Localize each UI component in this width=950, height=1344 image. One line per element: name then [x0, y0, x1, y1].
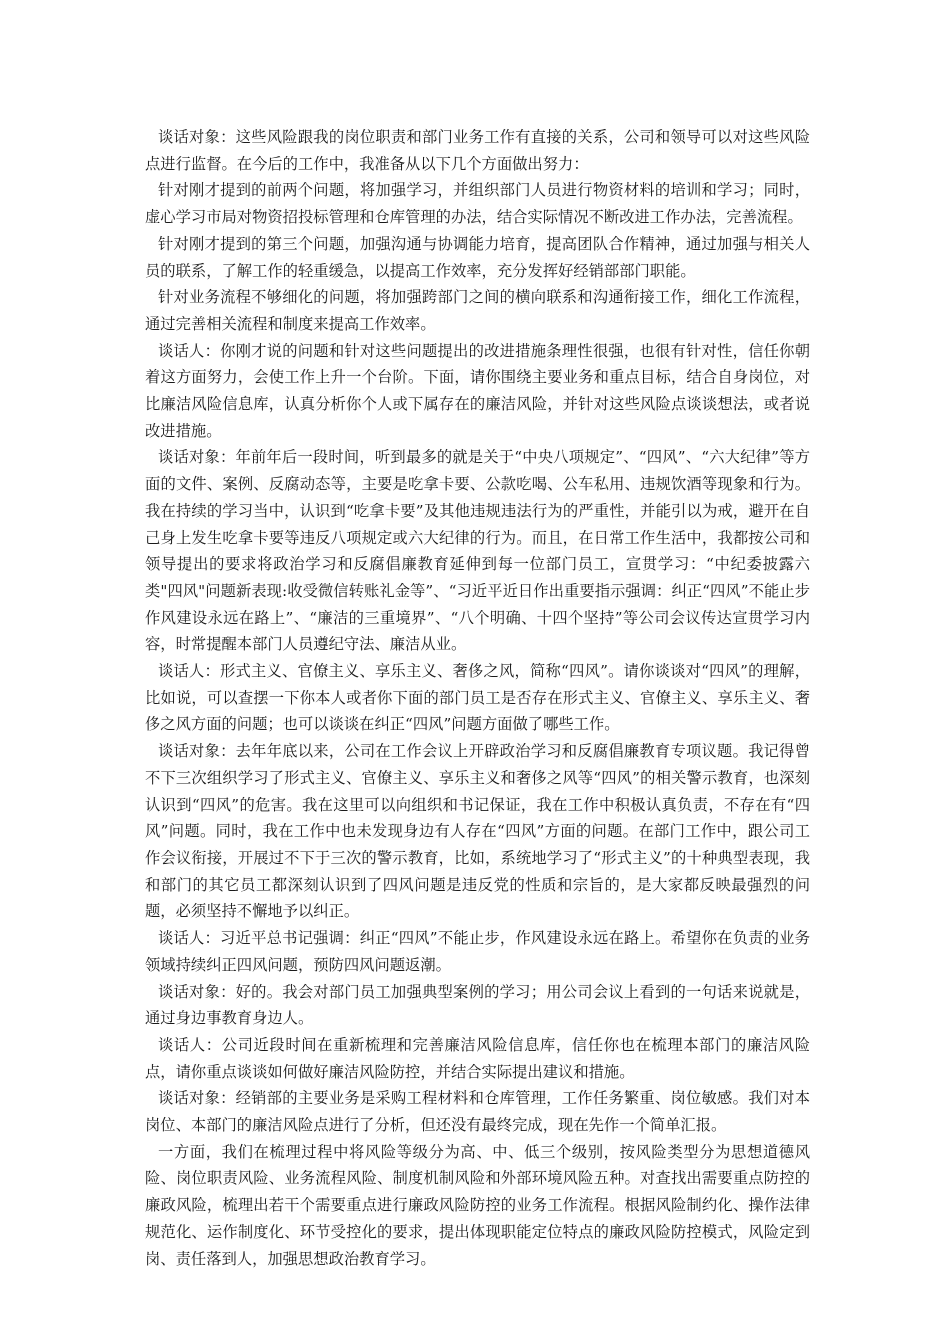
paragraph: 一方面，我们在梳理过程中将风险等级分为高、中、低三个级别，按风险类型分为思想道德风险、岗位职责风险、业务流程风险、制度机制风险和外部环境风险五种。对查找出需要重点防控的廉政风险，梳理出若干个需要重点进行廉政风险防控的业务工作流程。根据风险制约化、操作法律规范化、运作制度化、环节受控化的要求，提出体现职能定位特点的廉政风险防控模式，风险定到岗、责任落到人，加强思想政治教育学习。	[145, 1142, 810, 1268]
paragraph: 谈话对象：这些风险跟我的岗位职责和部门业务工作有直接的关系，公司和领导可以对这些风险点进行监督。在今后的工作中，我准备从以下几个方面做出努力：	[145, 128, 810, 173]
paragraph: 谈话人：你刚才说的问题和针对这些问题提出的改进措施条理性很强，也很有针对性，信任你朝着这方面努力，会使工作上升一个台阶。下面，请你围绕主要业务和重点目标，结合自身岗位，对比廉洁风险信息库，认真分析你个人或下属存在的廉洁风险，并针对这些风险点谈谈想法，或者说改进措施。	[145, 341, 810, 440]
paragraph: 针对刚才提到的前两个问题，将加强学习，并组织部门人员进行物资材料的培训和学习；同时，虚心学习市局对物资招投标管理和仓库管理的办法，结合实际情况不断改进工作办法，完善流程。	[145, 181, 810, 227]
paragraph: 谈话人：公司近段时间在重新梳理和完善廉洁风险信息库，信任你也在梳理本部门的廉洁风险点，请你重点谈谈如何做好廉洁风险防控，并结合实际提出建议和措施。	[145, 1035, 810, 1081]
paragraph: 谈话对象：好的。我会对部门员工加强典型案例的学习；用公司会议上看到的一句话来说就是，通过身边事教育身边人。	[145, 982, 810, 1028]
paragraph: 谈话对象：年前年后一段时间，听到最多的就是关于“中央八项规定”、“四风”、“六大纪律”等方面的文件、案例、反腐动态等，主要是吃拿卡要、公款吃喝、公车私用、违规饮酒等现象和行为。我在持续的学习当中，认识到“吃拿卡要”及其他违规违法行为的严重性，并能引以为戒，避开在自己身上发生吃拿卡要等违反八项规定或六大纪律的行为。而且，在日常工作生活中，我都按公司和领导提出的要求将政治学习和反腐倡廉教育延伸到每一位部门员工，宣贯学习：“中纪委披露六类"四风"问题新表现:收受微信转账礼金等”、“习近平近日作出重要指示强调：纠正“四风”不能止步 作风建设永远在路上”、“廉洁的三重境界”、“八个明确、十四个坚持”等公司会议传达宣贯学习内容，时常提醒本部门人员遵纪守法、廉洁从业。	[145, 448, 826, 654]
paragraph: 谈话人：形式主义、官僚主义、享乐主义、奢侈之风，简称“四风”。请你谈谈对“四风”的理解，比如说，可以查摆一下你本人或者你下面的部门员工是否存在形式主义、官僚主义、享乐主义、奢侈之风方面的问题；也可以谈谈在纠正“四风”问题方面做了哪些工作。	[145, 662, 810, 734]
paragraph: 针对刚才提到的第三个问题，加强沟通与协调能力培育，提高团队合作精神，通过加强与相关人员的联系，了解工作的轻重缓急，以提高工作效率，充分发挥好经销部部门职能。	[145, 234, 810, 280]
paragraph: 谈话人：习近平总书记强调：纠正“四风”不能止步，作风建设永远在路上。希望你在负责的业务领域持续纠正四风问题，预防四风问题返潮。	[145, 929, 810, 974]
paragraph: 谈话对象：去年年底以来，公司在工作会议上开辟政治学习和反腐倡廉教育专项议题。我记得曾不下三次组织学习了形式主义、官僚主义、享乐主义和奢侈之风等“四风”的相关警示教育，也深刻认识到“四风”的危害。我在这里可以向组织和书记保证，我在工作中积极认真负责，不存在有“四风”问题。同时，我在工作中也未发现身边有人存在“四风”方面的问题。在部门工作中，跟公司工作会议衔接，开展过不下于三次的警示教育，比如，系统地学习了“形式主义”的十种典型表现，我和部门的其它员工都深刻认识到了四风问题是违反党的性质和宗旨的，是大家都反映最强烈的问题，必须坚持不懈地予以纠正。	[145, 742, 810, 921]
document-body	[145, 124, 826, 1272]
paragraph: 谈话对象：经销部的主要业务是采购工程材料和仓库管理，工作任务繁重、岗位敏感。我们对本岗位、本部门的廉洁风险点进行了分析，但还没有最终完成，现在先作一个简单汇报。	[145, 1089, 810, 1135]
paragraph: 针对业务流程不够细化的问题，将加强跨部门之间的横向联系和沟通衔接工作，细化工作流程，通过完善相关流程和制度来提高工作效率。	[145, 288, 810, 333]
